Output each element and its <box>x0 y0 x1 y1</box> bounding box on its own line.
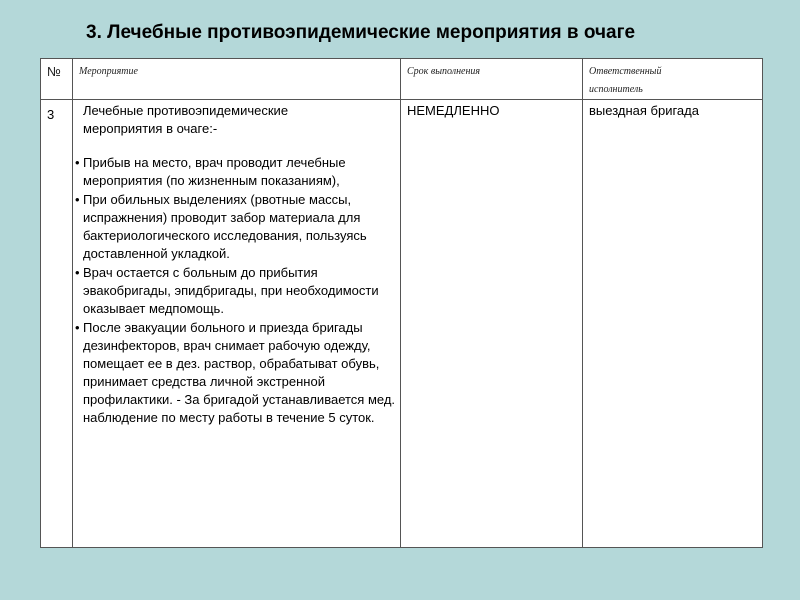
header-deadline: Срок выполнения <box>401 59 583 100</box>
bullet-text: При обильных выделениях (рвотные массы, испражнения) проводит забор материала для бактериологического исследования, пользуясь доставленной укладкой. <box>83 192 367 261</box>
measure-bullet-list <box>77 154 396 427</box>
table-header-row <box>41 59 763 100</box>
bullet-text: Прибыв на место, врач проводит лечебные мероприятия (по жизненным показаниям), <box>83 155 346 188</box>
bullet-icon: • <box>75 192 80 207</box>
list-item <box>77 154 396 190</box>
responsible-cell <box>583 100 763 548</box>
header-measure: Мероприятие <box>73 59 401 100</box>
bullet-icon: • <box>75 320 80 335</box>
header-number: № <box>41 59 73 100</box>
measure-intro <box>77 102 396 138</box>
header-responsible <box>583 59 763 100</box>
measures-table <box>40 58 763 548</box>
deadline-value: НЕМЕДЛЕННО <box>407 103 500 118</box>
row-number: 3 <box>41 100 73 548</box>
list-item <box>77 264 396 318</box>
header-responsible-line2: исполнитель <box>589 84 643 95</box>
slide-title: 3. Лечебные противоэпидемические мероприятия в очаге <box>86 22 636 43</box>
bullet-icon: • <box>75 155 80 170</box>
bullet-text: Врач остается с больным до прибытия эвакобригады, эпидбригады, при необходимости оказывает медпомощь. <box>83 265 379 316</box>
responsible-value: выездная бригада <box>589 103 699 118</box>
deadline-cell <box>401 100 583 548</box>
header-responsible-line1: Ответственный <box>589 66 662 77</box>
measure-intro-line2: мероприятия в очаге:- <box>83 121 218 136</box>
bullet-icon: • <box>75 265 80 280</box>
list-item <box>77 319 396 427</box>
table-row <box>41 100 763 548</box>
bullet-text: После эвакуации больного и приезда бригады дезинфекторов, врач снимает рабочую одежду, помещает ее в дез. раствор, обрабатыват обувь, принимает средства личной экстренной профилактики. - За бригадой устанавливается мед. наблюдение по месту работы в течение 5 суток. <box>83 320 396 425</box>
measure-intro-line1: Лечебные противоэпидемические <box>83 103 289 118</box>
list-item <box>77 191 396 263</box>
measure-cell <box>73 100 401 548</box>
